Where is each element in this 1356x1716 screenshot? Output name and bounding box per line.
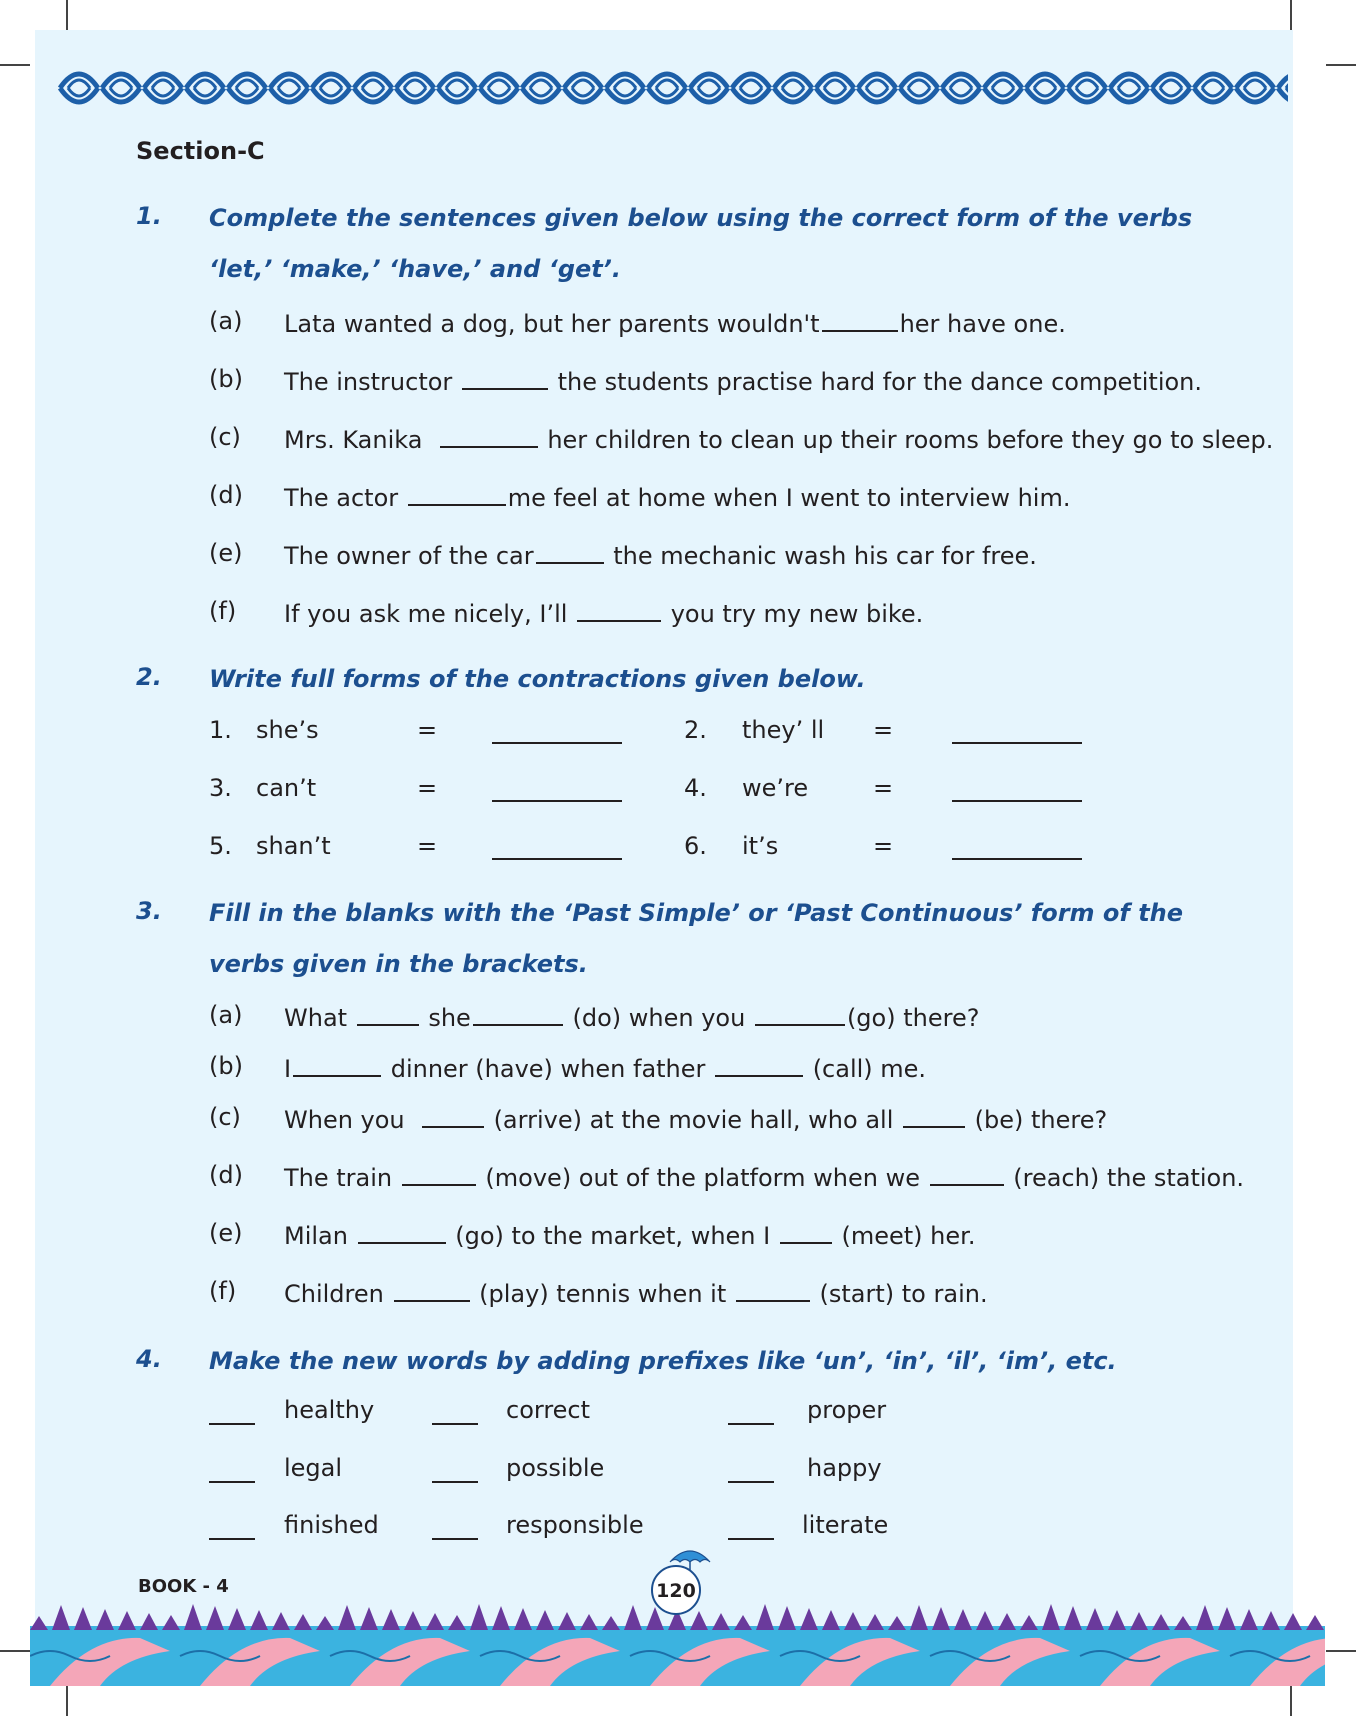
item-number: 5. [209, 832, 232, 860]
equals-sign: = [417, 774, 438, 802]
item-number: 3. [209, 774, 232, 802]
prefix-blank[interactable] [728, 1423, 774, 1425]
sentence-text: (do) when you [572, 1004, 746, 1032]
item-number: 2. [684, 716, 707, 744]
answer-blank[interactable] [780, 1216, 832, 1244]
prefix-blank[interactable] [209, 1538, 255, 1540]
item-label: (d) [209, 481, 243, 509]
item-number: 1. [209, 716, 232, 744]
sentence-text: (be) there? [974, 1106, 1108, 1134]
contraction-word: can’t [256, 774, 317, 802]
book-label: BOOK - 4 [138, 1576, 229, 1597]
prefix-blank[interactable] [432, 1423, 478, 1425]
item-label: (c) [209, 423, 241, 451]
crop-mark [1290, 1686, 1292, 1716]
crop-mark [1326, 1650, 1356, 1652]
contraction-word: it’s [742, 832, 779, 860]
sentence-text: The train [284, 1164, 393, 1192]
sentence-text: (play) tennis when it [479, 1280, 727, 1308]
sentence-text: the students practise hard for the dance competition. [557, 368, 1203, 396]
equals-sign: = [417, 716, 438, 744]
answer-blank[interactable] [952, 800, 1082, 802]
sentence-text: I [284, 1055, 292, 1083]
answer-blank[interactable] [536, 536, 604, 564]
question-1-instruction: Complete the sentences given below using the correct form of the verbs ‘let,’ ‘make,’ ‘have,’ and ‘get’. [209, 204, 1193, 283]
equals-sign: = [873, 774, 894, 802]
item-label: (b) [209, 1052, 243, 1080]
question-2-number: 2. [136, 663, 162, 691]
sentence-text: What [284, 1004, 348, 1032]
prefix-blank[interactable] [209, 1423, 255, 1425]
decorative-border-pattern [58, 62, 1288, 114]
contraction-word: we’re [742, 774, 809, 802]
contraction-word: shan’t [256, 832, 331, 860]
sentence-text: the mechanic wash his car for free. [613, 542, 1037, 570]
question-3-instruction: Fill in the blanks with the ‘Past Simple’ or ‘Past Continuous’ form of the verbs given in the brackets. [209, 899, 1184, 978]
answer-blank[interactable] [462, 362, 548, 390]
crop-mark [1326, 64, 1356, 66]
item-label: (a) [209, 307, 243, 335]
crop-mark [0, 1650, 30, 1652]
question-4-number: 4. [136, 1345, 162, 1373]
sentence-text: The actor [284, 484, 399, 512]
sentence-text: me feel at home when I went to interview him. [507, 484, 1071, 512]
prefix-base-word: proper [807, 1396, 887, 1424]
item-number: 6. [684, 832, 707, 860]
page-number: 120 [651, 1565, 701, 1615]
prefix-base-word: responsible [506, 1511, 644, 1539]
sentence-text: she [428, 1004, 471, 1032]
answer-blank[interactable] [473, 998, 563, 1026]
answer-blank[interactable] [440, 420, 538, 448]
prefix-blank[interactable] [432, 1538, 478, 1540]
contraction-word: she’s [256, 716, 319, 744]
answer-blank[interactable] [930, 1158, 1004, 1186]
answer-blank[interactable] [293, 1049, 381, 1077]
answer-blank[interactable] [422, 1100, 484, 1128]
prefix-base-word: literate [802, 1511, 889, 1539]
answer-blank[interactable] [903, 1100, 965, 1128]
crop-mark [1290, 0, 1292, 30]
sentence-text: (go) to the market, when I [455, 1222, 771, 1250]
answer-blank[interactable] [394, 1274, 470, 1302]
item-label: (d) [209, 1161, 243, 1189]
answer-blank[interactable] [357, 998, 419, 1026]
answer-blank[interactable] [736, 1274, 810, 1302]
answer-blank[interactable] [402, 1158, 476, 1186]
answer-blank[interactable] [492, 858, 622, 860]
sentence-text: (move) out of the platform when we [485, 1164, 920, 1192]
answer-blank[interactable] [492, 742, 622, 744]
item-label: (f) [209, 597, 237, 625]
answer-blank[interactable] [755, 998, 845, 1026]
sentence-text: you try my new bike. [670, 600, 924, 628]
sentence-text: (call) me. [812, 1055, 927, 1083]
item-label: (e) [209, 539, 243, 567]
prefix-base-word: finished [284, 1511, 379, 1539]
sentence-text: Children [284, 1280, 384, 1308]
equals-sign: = [873, 832, 894, 860]
prefix-blank[interactable] [209, 1481, 255, 1483]
sentence-text: (meet) her. [841, 1222, 976, 1250]
prefix-base-word: possible [506, 1454, 605, 1482]
sentence-text: Lata wanted a dog, but her parents wouldn't [284, 310, 820, 338]
answer-blank[interactable] [358, 1216, 446, 1244]
prefix-blank[interactable] [728, 1481, 774, 1483]
sentence-text: her have one. [899, 310, 1066, 338]
sentence-text: Mrs. Kanika [284, 426, 423, 454]
sentence-text: (start) to rain. [819, 1280, 988, 1308]
sentence-text: The owner of the car [284, 542, 534, 570]
item-label: (f) [209, 1277, 237, 1305]
prefix-base-word: happy [807, 1454, 882, 1482]
item-label: (a) [209, 1001, 243, 1029]
prefix-blank[interactable] [432, 1481, 478, 1483]
item-number: 4. [684, 774, 707, 802]
question-3-number: 3. [136, 897, 162, 925]
crop-mark [66, 0, 68, 30]
sentence-text: When you [284, 1106, 405, 1134]
question-2-instruction: Write full forms of the contractions given below. [209, 665, 866, 693]
crop-mark [66, 1686, 68, 1716]
crop-mark [0, 64, 30, 66]
contraction-word: they’ ll [742, 716, 825, 744]
item-label: (e) [209, 1219, 243, 1247]
question-4-instruction: Make the new words by adding prefixes like ‘un’, ‘in’, ‘il’, ‘im’, etc. [209, 1347, 1117, 1375]
item-label: (c) [209, 1103, 241, 1131]
sentence-text: (go) there? [846, 1004, 980, 1032]
sentence-text: (reach) the station. [1013, 1164, 1245, 1192]
equals-sign: = [417, 832, 438, 860]
prefix-base-word: correct [506, 1396, 591, 1424]
answer-blank[interactable] [577, 594, 661, 622]
sentence-text: The instructor [284, 368, 453, 396]
answer-blank[interactable] [952, 858, 1082, 860]
sentence-text: Milan [284, 1222, 348, 1250]
prefix-blank[interactable] [728, 1538, 774, 1540]
answer-blank[interactable] [715, 1049, 803, 1077]
section-title: Section-C [136, 137, 265, 165]
question-1-number: 1. [136, 202, 162, 230]
prefix-base-word: legal [284, 1454, 343, 1482]
answer-blank[interactable] [952, 742, 1082, 744]
equals-sign: = [873, 716, 894, 744]
item-label: (b) [209, 365, 243, 393]
sentence-text: If you ask me nicely, I’ll [284, 600, 568, 628]
sentence-text: her children to clean up their rooms before they go to sleep. [547, 426, 1274, 454]
answer-blank[interactable] [408, 478, 506, 506]
sentence-text: dinner (have) when father [390, 1055, 706, 1083]
sentence-text: (arrive) at the movie hall, who all [493, 1106, 894, 1134]
answer-blank[interactable] [492, 800, 622, 802]
answer-blank[interactable] [822, 304, 898, 332]
prefix-base-word: healthy [284, 1396, 375, 1424]
